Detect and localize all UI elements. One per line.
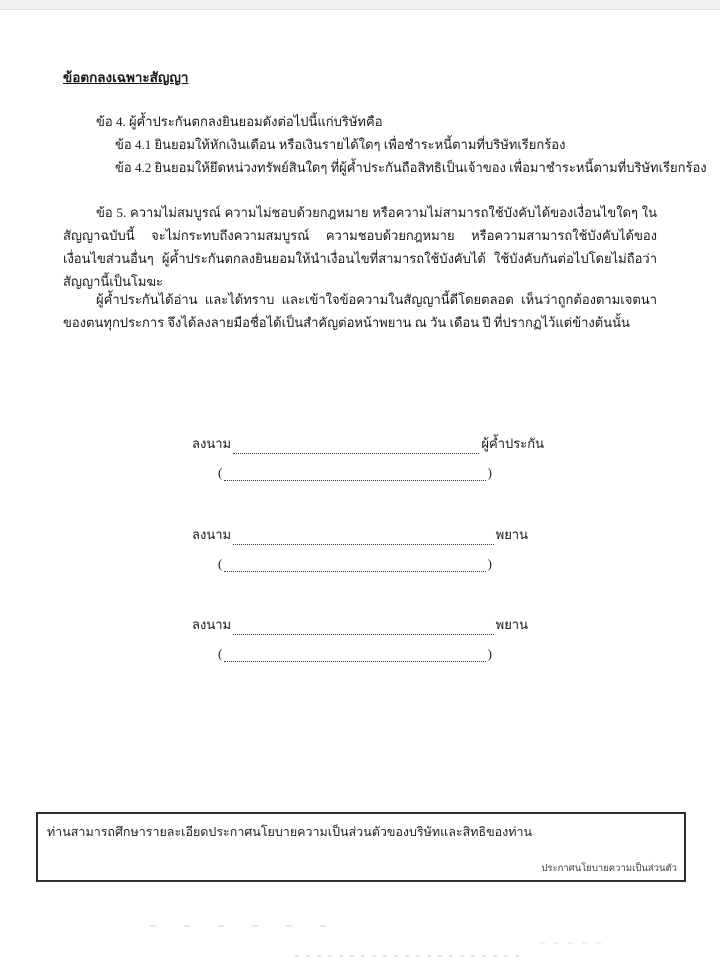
dotted-name-leader bbox=[224, 465, 485, 481]
signature-line bbox=[192, 615, 528, 635]
signature-name-line bbox=[218, 552, 492, 572]
clause-5-paragraph: ข้อ 5. ความไม่สมบูรณ์ ความไม่ชอบด้วยกฎหมาย หรือความไม่สามารถใช้บังคับได้ของเงื่อนไขใดๆ ในสัญญาฉบับนี้ จะไม่กระทบถึงความสมบูรณ์ ความชอบด้วยกฎหมาย หรือความสามารถใช้บังคับได้ของเงื่อนไขส่วนอื่นๆ ผู้ค้ำประกันตกลงยินยอมให้นำเงื่อนไขที่สามารถใช้บังคับได้ ใช้บังคับกันต่อไปโดยไม่ถือว่าสัญญานี้เป็นโมฆะ bbox=[63, 205, 657, 289]
signatory-role-label: พยาน bbox=[495, 527, 528, 542]
clause-4-1-item: ข้อ 4.1 ยินยอมให้หักเงินเดือน หรือเงินรายได้ใดๆ เพื่อชำระหนี้ตามที่บริษัทเรียกร้อง bbox=[115, 137, 566, 152]
open-paren: ( bbox=[218, 556, 223, 571]
signature-name-line bbox=[218, 461, 492, 481]
signature-name-line bbox=[218, 642, 492, 662]
dotted-signature-leader bbox=[233, 529, 494, 545]
privacy-policy-reference-label: ประกาศนโยบายความเป็นส่วนตัว bbox=[541, 863, 677, 874]
open-paren: ( bbox=[218, 465, 223, 480]
dotted-signature-leader bbox=[233, 438, 479, 454]
signature-line bbox=[192, 525, 528, 545]
signature-prefix-label: ลงนาม bbox=[192, 617, 232, 632]
scan-ghost-artifact-row bbox=[150, 922, 330, 930]
signature-block-witness-1 bbox=[192, 525, 528, 572]
signature-line bbox=[192, 434, 544, 454]
close-paren: ) bbox=[487, 556, 492, 571]
open-paren: ( bbox=[218, 646, 223, 661]
privacy-notice-text: ท่านสามารถศึกษารายละเอียดประกาศนโยบายความเป็นส่วนตัวของบริษัทและสิทธิของท่าน bbox=[47, 825, 533, 839]
close-paren: ) bbox=[487, 465, 492, 480]
dotted-signature-leader bbox=[233, 619, 494, 635]
clause-4-2-item: ข้อ 4.2 ยินยอมให้ยึดหน่วงทรัพย์สินใดๆ ที่ผู้ค้ำประกันถือสิทธิเป็นเจ้าของ เพื่อมาชำระหนี้ตามที่บริษัทเรียกร้อง bbox=[115, 160, 707, 175]
dotted-name-leader bbox=[224, 556, 485, 572]
page-top-strip bbox=[0, 0, 720, 10]
close-paren: ) bbox=[487, 646, 492, 661]
privacy-notice-box bbox=[36, 812, 686, 882]
signatory-role-label: ผู้ค้ำประกัน bbox=[481, 436, 544, 451]
scan-ghost-artifact-row bbox=[295, 953, 520, 958]
scan-ghost-artifact-row bbox=[540, 941, 610, 945]
dotted-name-leader bbox=[224, 646, 485, 662]
closing-paragraph: ผู้ค้ำประกันได้อ่าน และได้ทราบ และเข้าใจข้อความในสัญญานี้ดีโดยตลอด เห็นว่าถูกต้องตามเจตนาของตนทุกประการ จึงได้ลงลายมือชื่อได้เป็นสำคัญต่อหน้าพยาน ณ วัน เดือน ปี ที่ปรากฏไว้แต่ข้างต้นนั้น bbox=[63, 292, 657, 330]
document-section-title: ข้อตกลงเฉพาะสัญญา bbox=[63, 70, 189, 85]
signature-prefix-label: ลงนาม bbox=[192, 527, 232, 542]
signature-block-witness-2 bbox=[192, 615, 528, 662]
signatory-role-label: พยาน bbox=[495, 617, 528, 632]
signature-block-guarantor bbox=[192, 434, 544, 481]
signature-prefix-label: ลงนาม bbox=[192, 436, 232, 451]
clause-4-heading: ข้อ 4. ผู้ค้ำประกันตกลงยินยอมดังต่อไปนี้แก่บริษัทคือ bbox=[96, 114, 383, 129]
